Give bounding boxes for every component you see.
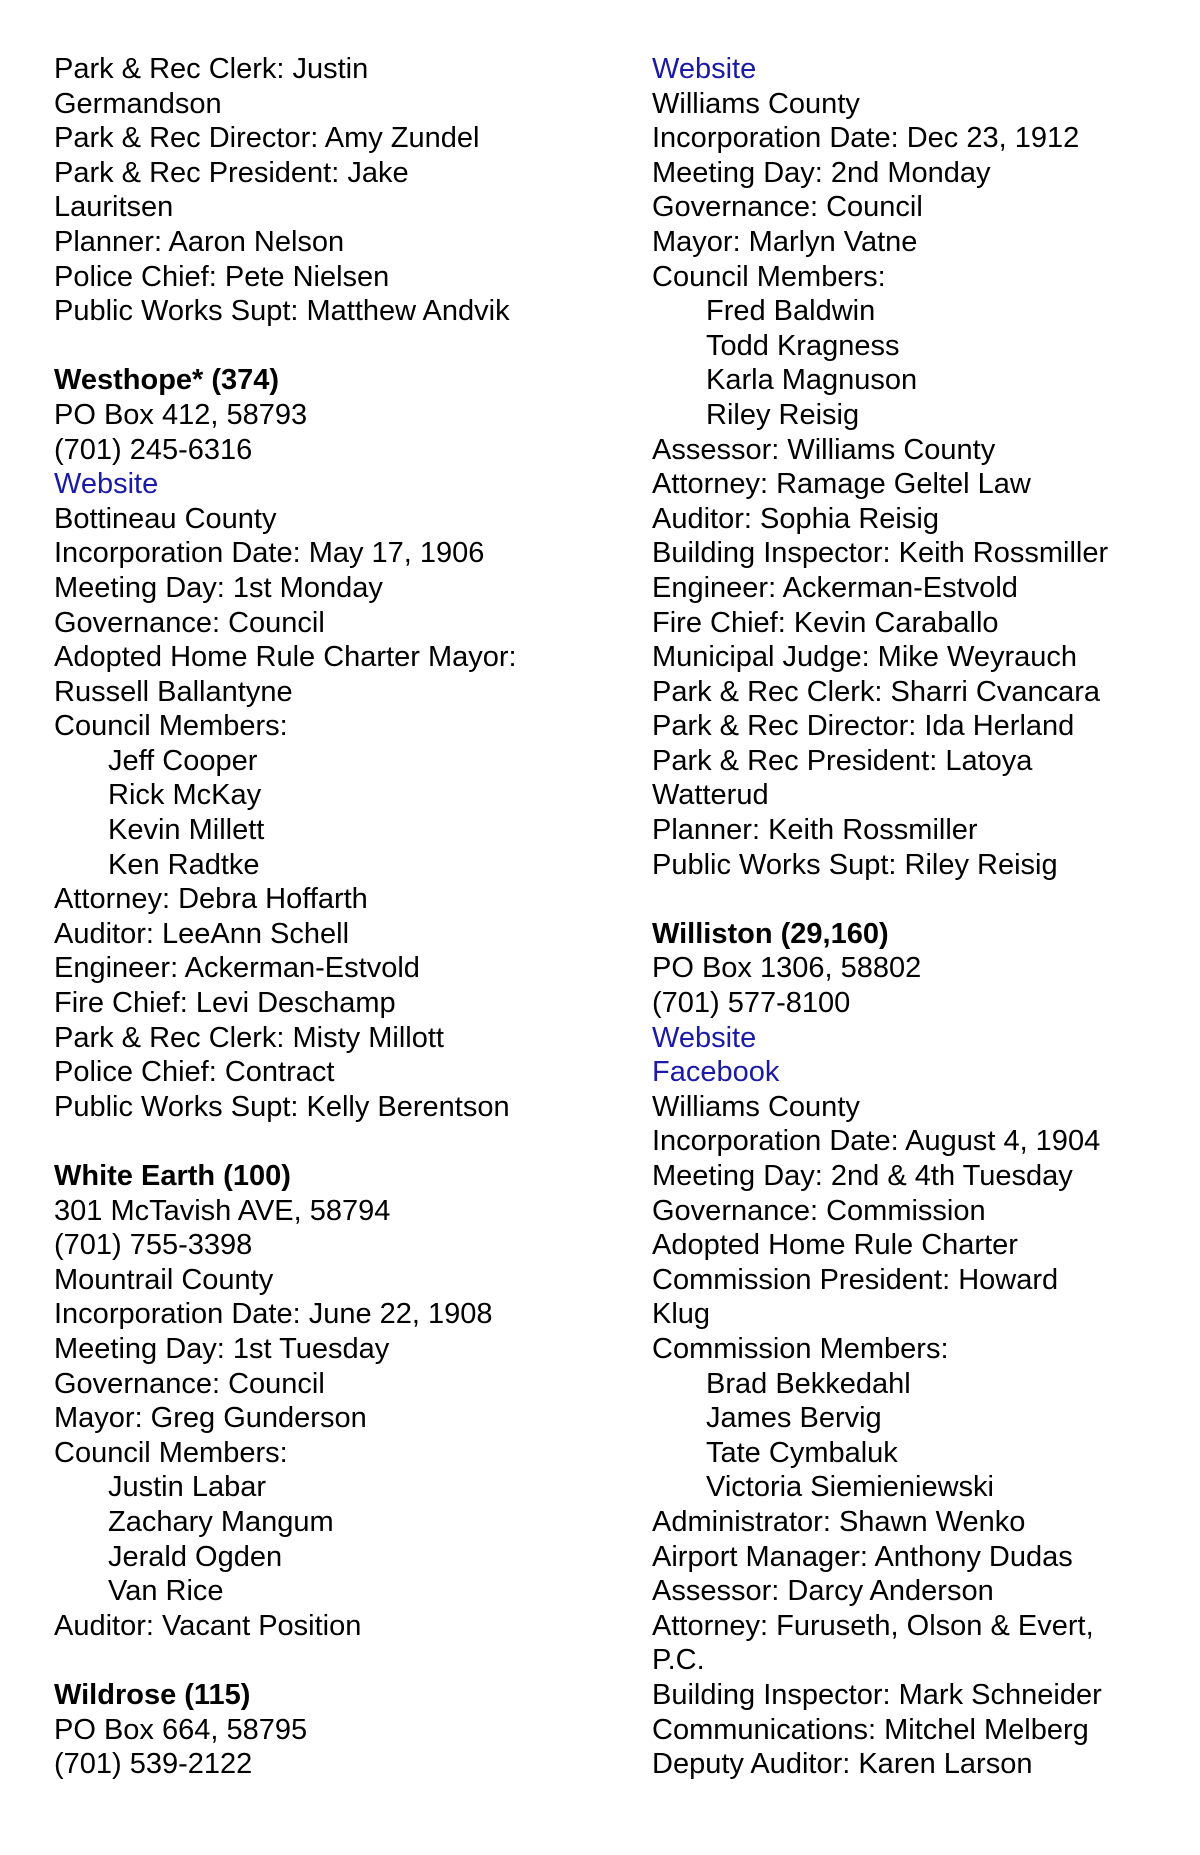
city-heading-white-earth-100: White Earth (100) (54, 1160, 291, 1192)
member-name: Ken Radtke (108, 848, 260, 881)
member-name: Zachary Mangum (108, 1505, 334, 1538)
member-name: Justin Labar (108, 1471, 266, 1504)
text-line: Mountrail County (54, 1263, 274, 1296)
text-line: Meeting Day: 1st Monday (54, 571, 383, 604)
city-heading-wildrose-115: Wildrose (115) (54, 1678, 251, 1711)
text-line: Incorporation Date: June 22, 1908 (54, 1298, 493, 1331)
text-line: Attorney: Furuseth, Olson & Evert, (652, 1609, 1094, 1642)
text-line: Germandson (54, 87, 222, 120)
text-line: Police Chief: Contract (54, 1056, 335, 1089)
facebook-link[interactable]: Facebook (652, 1056, 780, 1089)
text-line: Incorporation Date: August 4, 1904 (652, 1125, 1101, 1158)
text-line: (701) 577-8100 (652, 987, 851, 1020)
text-line: Governance: Commission (652, 1194, 986, 1227)
text-line: Adopted Home Rule Charter Mayor: (54, 641, 517, 674)
member-name: Van Rice (108, 1575, 224, 1608)
text-line: Incorporation Date: May 17, 1906 (54, 537, 485, 570)
text-line: Assessor: Darcy Anderson (652, 1575, 994, 1608)
city-heading-westhope-374: Westhope* (374) (54, 364, 280, 397)
text-line: PO Box 1306, 58802 (652, 952, 922, 985)
website-link[interactable]: Website (54, 468, 159, 501)
text-line: Mayor: Marlyn Vatne (652, 225, 918, 258)
text-line: Meeting Day: 2nd Monday (652, 156, 991, 189)
text-line: Council Members: (54, 1436, 288, 1469)
text-line: Auditor: Sophia Reisig (652, 502, 939, 535)
text-line: Public Works Supt: Kelly Berentson (54, 1090, 510, 1123)
member-name: Jerald Ogden (108, 1540, 283, 1573)
text-line: Adopted Home Rule Charter (652, 1229, 1018, 1262)
text-line: 301 McTavish AVE, 58794 (54, 1194, 391, 1227)
text-line: Engineer: Ackerman-Estvold (652, 571, 1018, 604)
spacer (54, 1643, 614, 1678)
text-line: Attorney: Ramage Geltel Law (652, 468, 1031, 501)
website-link[interactable]: Website (652, 1021, 757, 1054)
text-line: Administrator: Shawn Wenko (652, 1505, 1026, 1538)
text-line: Airport Manager: Anthony Dudas (652, 1540, 1073, 1573)
member-name: Kevin Millett (108, 814, 265, 847)
text-line: Park & Rec President: Jake (54, 156, 409, 189)
text-line: Planner: Aaron Nelson (54, 225, 345, 258)
text-line: Park & Rec Clerk: Misty Millott (54, 1021, 444, 1054)
text-line: (701) 539-2122 (54, 1748, 253, 1781)
spacer (54, 329, 614, 364)
member-name: Brad Bekkedahl (706, 1367, 911, 1400)
member-name: Victoria Siemieniewski (706, 1471, 994, 1504)
text-line: Meeting Day: 2nd & 4th Tuesday (652, 1160, 1073, 1192)
text-line: Commission President: Howard (652, 1263, 1059, 1296)
text-line: Meeting Day: 1st Tuesday (54, 1332, 390, 1365)
right-column (652, 52, 1192, 1782)
text-line: Building Inspector: Mark Schneider (652, 1678, 1102, 1711)
text-line: Incorporation Date: Dec 23, 1912 (652, 122, 1080, 155)
text-line: Assessor: Williams County (652, 433, 996, 466)
city-heading-williston-29-160: Williston (29,160) (652, 917, 889, 950)
text-line: Bottineau County (54, 502, 277, 535)
text-line: Deputy Auditor: Karen Larson (652, 1748, 1033, 1781)
text-line: Council Members: (652, 260, 886, 293)
text-line: Communications: Mitchel Melberg (652, 1713, 1089, 1746)
member-name: Fred Baldwin (706, 295, 876, 328)
text-line: Park & Rec President: Latoya (652, 744, 1033, 777)
text-line: P.C. (652, 1644, 705, 1677)
text-line: Russell Ballantyne (54, 675, 293, 708)
text-line: Lauritsen (54, 191, 174, 224)
text-line: Auditor: Vacant Position (54, 1609, 362, 1642)
text-line: Governance: Council (54, 606, 325, 639)
text-line: Engineer: Ackerman-Estvold (54, 952, 420, 985)
text-line: Klug (652, 1298, 711, 1331)
text-line: Municipal Judge: Mike Weyrauch (652, 641, 1077, 674)
text-line: Governance: Council (652, 191, 923, 224)
text-line: Park & Rec Director: Amy Zundel (54, 122, 480, 155)
text-line: Attorney: Debra Hoffarth (54, 883, 368, 916)
spacer (652, 882, 1192, 917)
text-line: (701) 755-3398 (54, 1229, 253, 1262)
member-name: Riley Reisig (706, 398, 860, 431)
text-line: Council Members: (54, 710, 288, 743)
text-line: Park & Rec Clerk: Justin (54, 53, 369, 85)
text-line: Public Works Supt: Riley Reisig (652, 848, 1058, 881)
text-line: Williams County (652, 1090, 860, 1123)
text-line: PO Box 412, 58793 (54, 398, 308, 431)
member-name: Todd Kragness (706, 329, 900, 362)
member-name: Rick McKay (108, 779, 262, 812)
text-line: Public Works Supt: Matthew Andvik (54, 295, 510, 328)
text-line: Governance: Council (54, 1367, 325, 1400)
text-line: Building Inspector: Keith Rossmiller (652, 537, 1109, 570)
text-line: Williams County (652, 87, 860, 120)
text-line: Mayor: Greg Gunderson (54, 1402, 367, 1435)
spacer (54, 1124, 614, 1159)
member-name: James Bervig (706, 1402, 882, 1435)
text-line: PO Box 664, 58795 (54, 1713, 308, 1746)
text-line: Watterud (652, 779, 769, 812)
text-line: Commission Members: (652, 1332, 949, 1365)
text-line: (701) 245-6316 (54, 433, 253, 466)
text-line: Auditor: LeeAnn Schell (54, 917, 350, 950)
left-column (54, 52, 614, 1782)
text-line: Planner: Keith Rossmiller (652, 814, 978, 847)
member-name: Karla Magnuson (706, 364, 918, 397)
member-name: Jeff Cooper (108, 744, 258, 777)
member-name: Tate Cymbaluk (706, 1436, 898, 1469)
text-line: Police Chief: Pete Nielsen (54, 260, 390, 293)
text-line: Fire Chief: Levi Deschamp (54, 987, 396, 1020)
text-line: Park & Rec Clerk: Sharri Cvancara (652, 675, 1101, 708)
text-line: Fire Chief: Kevin Caraballo (652, 606, 999, 639)
text-line: Park & Rec Director: Ida Herland (652, 710, 1075, 743)
website-link[interactable]: Website (652, 53, 757, 85)
